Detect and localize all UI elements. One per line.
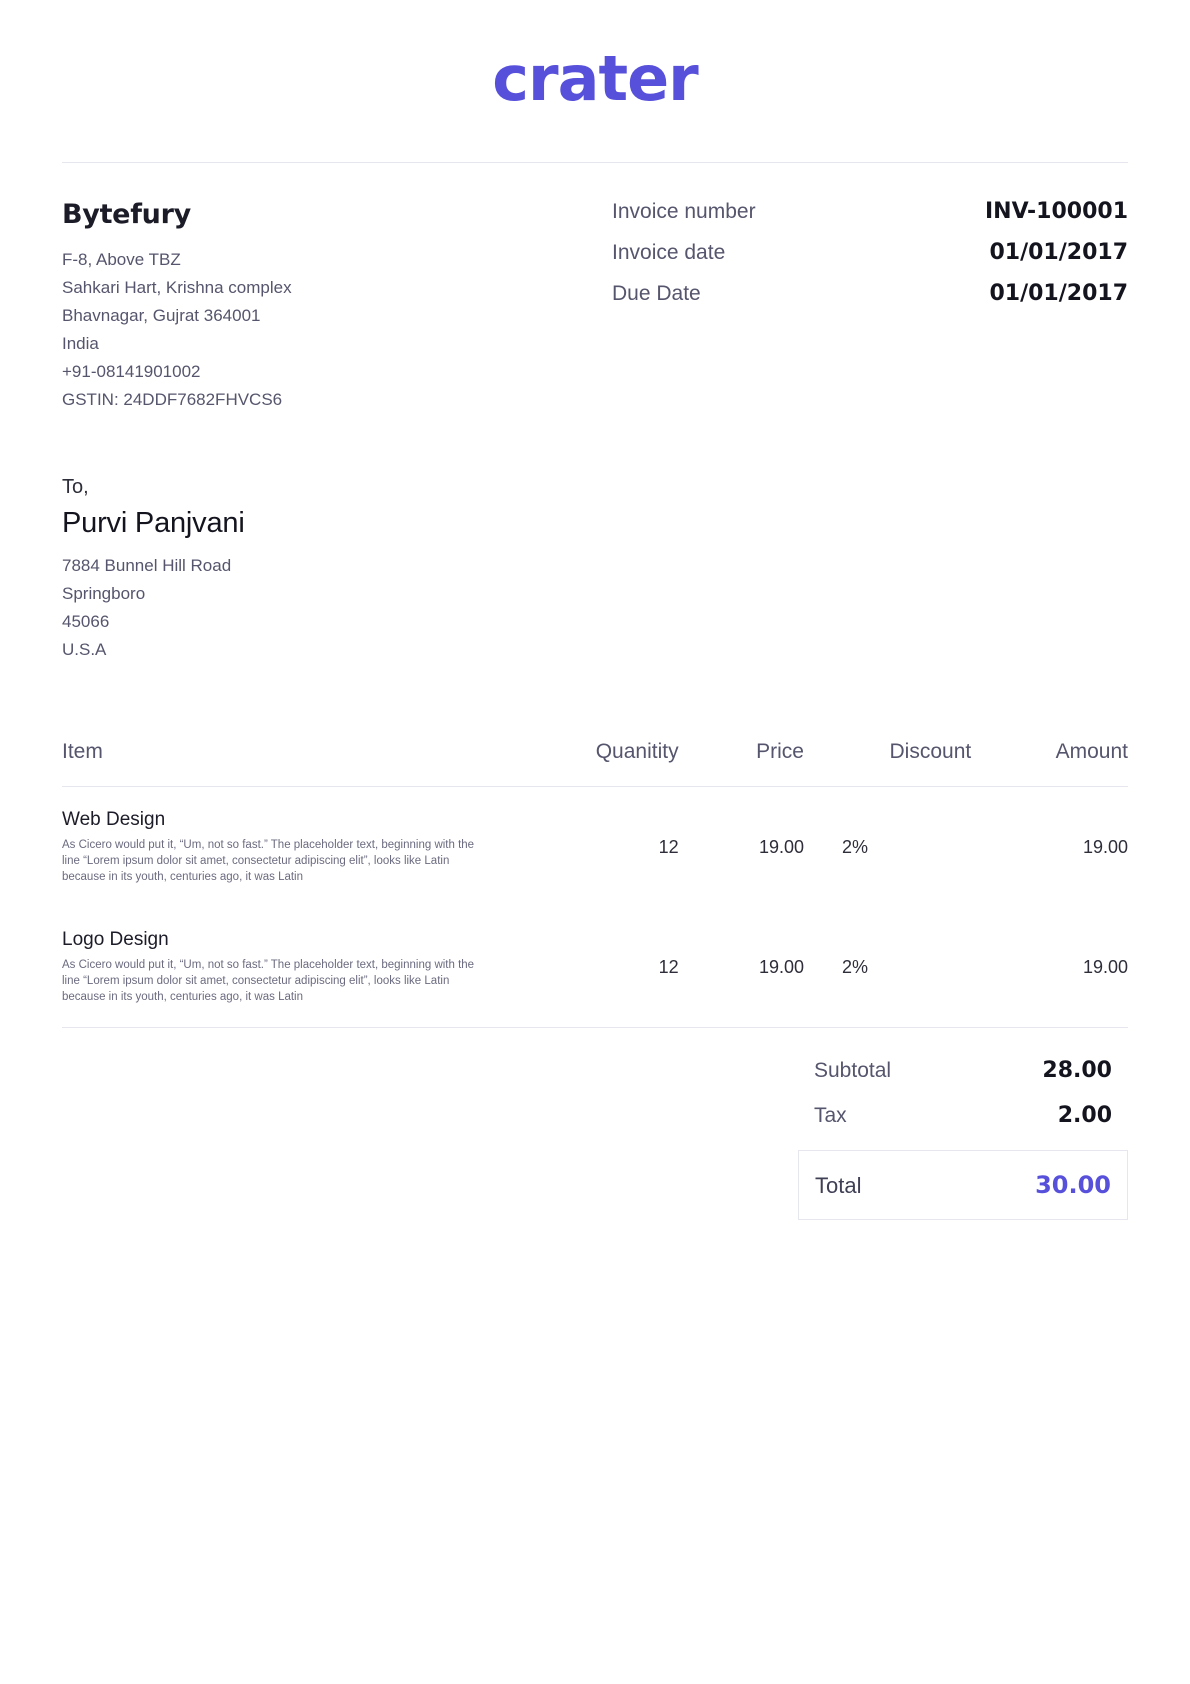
company-name: Bytefury (62, 199, 191, 230)
item-price: 19.00 (758, 836, 804, 857)
item-cell (62, 787, 553, 908)
brand-logo (0, 0, 1190, 115)
bill-to-name: Purvi Panjvani (62, 507, 245, 539)
bill-to-address-line: 45066 (62, 612, 110, 631)
tax-row (798, 1093, 1128, 1138)
item-quantity: 12 (658, 836, 679, 857)
item-amount: 19.00 (971, 907, 1128, 1028)
table-row (62, 907, 1128, 1028)
invoice-meta (602, 199, 1128, 414)
item-title: Logo Design (62, 929, 169, 950)
items-table-body (62, 787, 1128, 1028)
tax-value: 2.00 (1057, 1103, 1112, 1128)
item-title: Web Design (62, 809, 166, 830)
total-value: 30.00 (1035, 1171, 1111, 1199)
company-address-line: India (62, 334, 99, 353)
column-header-discount: Discount (804, 740, 971, 787)
invoice-date-value: 01/01/2017 (989, 240, 1128, 265)
invoice-date-row (612, 240, 1128, 265)
invoice-number-label: Invoice number (612, 200, 756, 223)
column-header-quantity: Quanitity (553, 740, 678, 787)
due-date-value: 01/01/2017 (989, 281, 1128, 306)
bill-to-address-line: 7884 Bunnel Hill Road (62, 556, 232, 575)
item-quantity: 12 (553, 907, 678, 1028)
subtotal-value: 28.00 (1042, 1058, 1112, 1083)
bill-to-block (0, 414, 1190, 664)
column-header-price: Price (679, 740, 804, 787)
totals-inner (798, 1048, 1128, 1220)
column-header-amount: Amount (971, 740, 1128, 787)
bill-to-address-line: Springboro (62, 584, 146, 603)
company-address-line: Sahkari Hart, Krishna complex (62, 278, 292, 297)
company-address-line: Bhavnagar, Gujrat 364001 (62, 306, 261, 325)
totals-block (0, 1048, 1128, 1220)
item-price: 19.00 (679, 907, 804, 1028)
due-date-row (612, 281, 1128, 306)
company-phone: +91-08141901002 (62, 362, 201, 381)
total-row (798, 1150, 1128, 1220)
table-row (62, 787, 1128, 908)
invoice-header (0, 163, 1190, 414)
items-table-header-row (62, 740, 1128, 787)
item-discount: 2% (842, 836, 869, 857)
total-label: Total (815, 1173, 862, 1198)
item-amount: 19.00 (1082, 836, 1128, 857)
subtotal-label: Subtotal (814, 1059, 892, 1082)
items-table-head (62, 740, 1128, 787)
bill-to-label: To, (62, 476, 89, 498)
invoice-number-row (612, 199, 1128, 224)
company-gstin: GSTIN: 24DDF7682FHVCS6 (62, 390, 283, 409)
bill-to-address-line: U.S.A (62, 640, 107, 659)
company-block (62, 199, 602, 414)
item-description: As Cicero would put it, “Um, not so fast.” The placeholder text, beginning with the line “Lorem ipsum dolor sit amet, consectetur adipiscing elit”, looks like Latin because in its youth, centuries ago, it was Latin (62, 839, 475, 883)
due-date-label: Due Date (612, 282, 701, 305)
column-header-item: Item (62, 740, 553, 787)
company-address-line: F-8, Above TBZ (62, 250, 181, 269)
item-discount: 2% (804, 907, 971, 1028)
brand-logo-text: crater (492, 42, 698, 115)
items-table (62, 740, 1128, 1028)
invoice-date-label: Invoice date (612, 241, 726, 264)
subtotal-row (798, 1048, 1128, 1093)
item-description: As Cicero would put it, “Um, not so fast.” The placeholder text, beginning with the line “Lorem ipsum dolor sit amet, consectetur adipiscing elit”, looks like Latin because in its youth, centuries ago, it was Latin (62, 959, 475, 1003)
tax-label: Tax (814, 1104, 847, 1127)
item-cell (62, 907, 553, 1028)
invoice-number-value: INV-100001 (985, 199, 1128, 224)
